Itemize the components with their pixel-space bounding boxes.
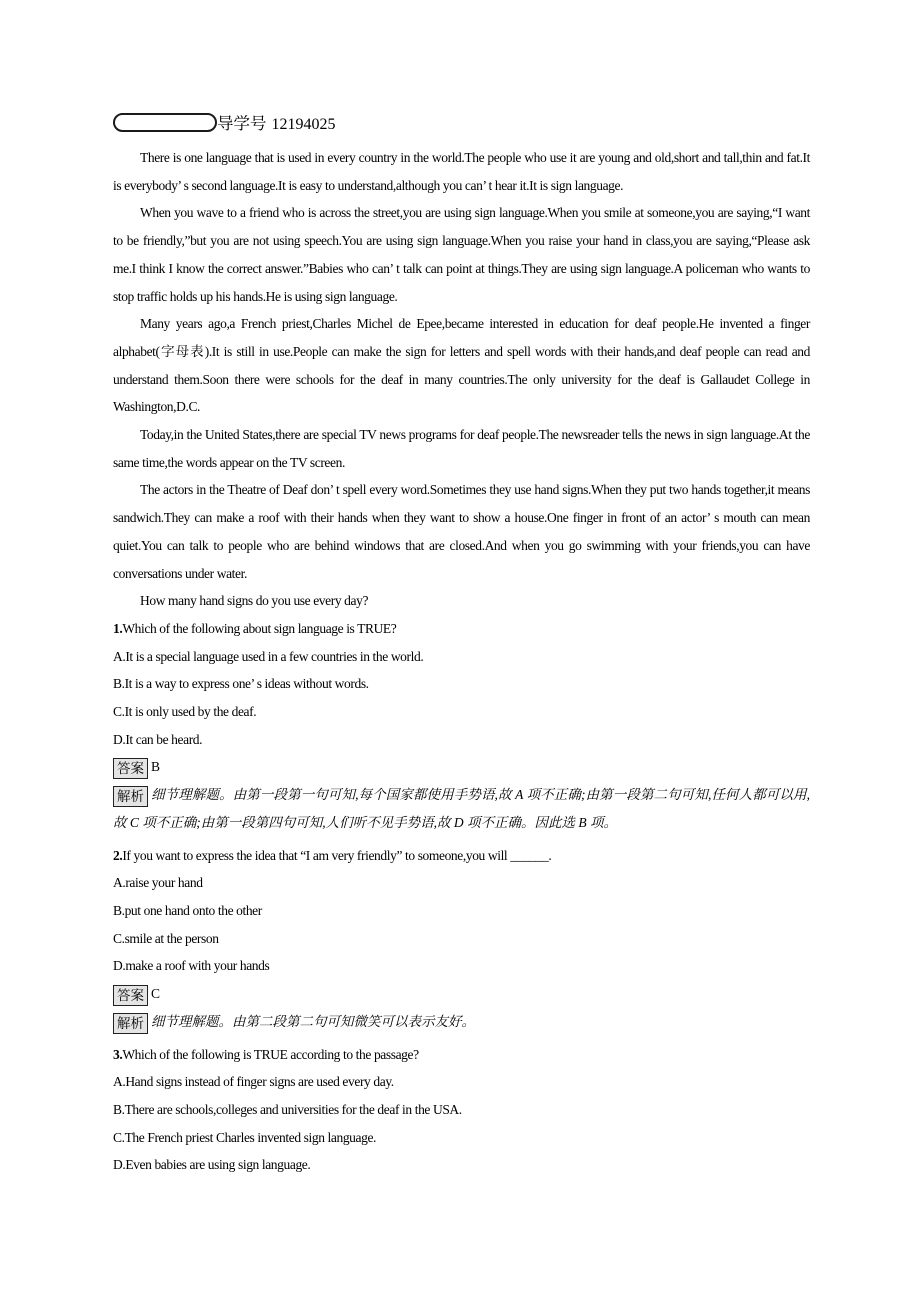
question-1-stem-line [113, 615, 810, 643]
question-2-stem: If you want to express the idea that “I am very friendly” to someone,you will ______. [122, 847, 552, 863]
passage-paragraph-2: When you wave to a friend who is across the street,you are using sign language.When you smile at someone,you are saying,“I want to be friendly,”but you are not using speech.You are using sign language.When you raise your hand in class,you are saying,“Please ask me.I think I know the correct answer.”Babies who can’ t talk can point at things.They are using sign language.A policeman who wants to stop traffic holds up his hands.He is using sign language. [113, 205, 810, 304]
question-2-option-d: D.make a roof with your hands [113, 958, 270, 974]
analysis-tag: 解析 [113, 1013, 148, 1034]
question-1-answer-line [113, 753, 810, 781]
question-1-option-c: C.It is only used by the deaf. [113, 704, 257, 720]
question-2-option-b: B.put one hand onto the other [113, 902, 262, 918]
guide-number-line [113, 110, 810, 134]
question-3-option-b: B.There are schools,colleges and universities for the deaf in the USA. [113, 1101, 462, 1117]
question-3-stem-line [113, 1041, 810, 1069]
question-3-stem: Which of the following is TRUE according to the passage? [122, 1046, 419, 1062]
passage-paragraph-6: How many hand signs do you use every day? [140, 593, 369, 609]
answer-tag: 答案 [113, 985, 148, 1006]
question-3-option-d: D.Even babies are using sign language. [113, 1157, 311, 1173]
badge-pill [113, 113, 217, 132]
question-2-number: 2. [113, 847, 123, 863]
question-1-stem: Which of the following about sign language is TRUE? [122, 620, 397, 636]
question-2-option-a: A.raise your hand [113, 875, 203, 891]
question-3-number: 3. [113, 1046, 123, 1062]
question-3 [113, 1041, 810, 1180]
question-1-analysis-text: 细节理解题。由第一段第一句可知,每个国家都使用手势语,故 A 项不正确;由第一段第二句可知,任何人都可以用,故 C 项不正确;由第一段第四句可知,人们听不见手势语,故 D 项不正确。因此选 B 项。 [113, 787, 810, 830]
question-1-number: 1. [113, 620, 123, 636]
question-2-answer-line [113, 980, 810, 1008]
analysis-tag: 解析 [113, 786, 148, 807]
guide-number: 12194025 [271, 116, 336, 133]
answer-tag: 答案 [113, 758, 148, 779]
reading-passage [113, 144, 810, 615]
question-3-option-a: A.Hand signs instead of finger signs are used every day. [113, 1074, 394, 1090]
question-1 [113, 615, 810, 837]
question-1-option-d: D.It can be heard. [113, 731, 203, 747]
question-1-option-b: B.It is a way to express one’ s ideas without words. [113, 676, 369, 692]
question-3-option-c: C.The French priest Charles invented sign language. [113, 1129, 377, 1145]
question-2 [113, 842, 810, 1036]
guide-label: 导学号 [217, 114, 267, 133]
question-1-option-a: A.It is a special language used in a few countries in the world. [113, 648, 424, 664]
question-2-stem-line [113, 842, 810, 870]
passage-paragraph-5: The actors in the Theatre of Deaf don’ t spell every word.Sometimes they use hand signs.When they put two hands together,it means sandwich.They can make a roof with their hands when they want to show a house.One finger in front of an actor’ s mouth can mean quiet.You can talk to people who are behind windows that are closed.And when you go swimming with your friends,you can have conversations under water. [113, 482, 810, 581]
question-2-analysis-line [113, 1008, 810, 1036]
question-2-answer-value: C [151, 986, 161, 1002]
passage-paragraph-4: Today,in the United States,there are special TV news programs for deaf people.The newsreader tells the news in sign language.At the same time,the words appear on the TV screen. [113, 427, 810, 470]
question-2-analysis-text: 细节理解题。由第二段第二句可知微笑可以表示友好。 [151, 1013, 475, 1029]
question-2-option-c: C.smile at the person [113, 930, 219, 946]
passage-paragraph-1: There is one language that is used in every country in the world.The people who use it are young and old,short and tall,thin and fat.It is everybody’ s second language.It is easy to understand,although you can’ t hear it.It is sign language. [113, 150, 810, 193]
question-1-analysis-line [113, 781, 810, 836]
question-1-answer-value: B [151, 759, 161, 775]
passage-paragraph-3: Many years ago,a French priest,Charles Michel de Epee,became interested in education for deaf people.He invented a finger alphabet(字母表).It is still in use.People can make the sign for letters and spell words with their hands,and deaf people can read and understand them.Soon there were schools for the deaf in many countries.The only university for the deaf is Gallaudet College in Washington,D.C. [113, 316, 810, 415]
